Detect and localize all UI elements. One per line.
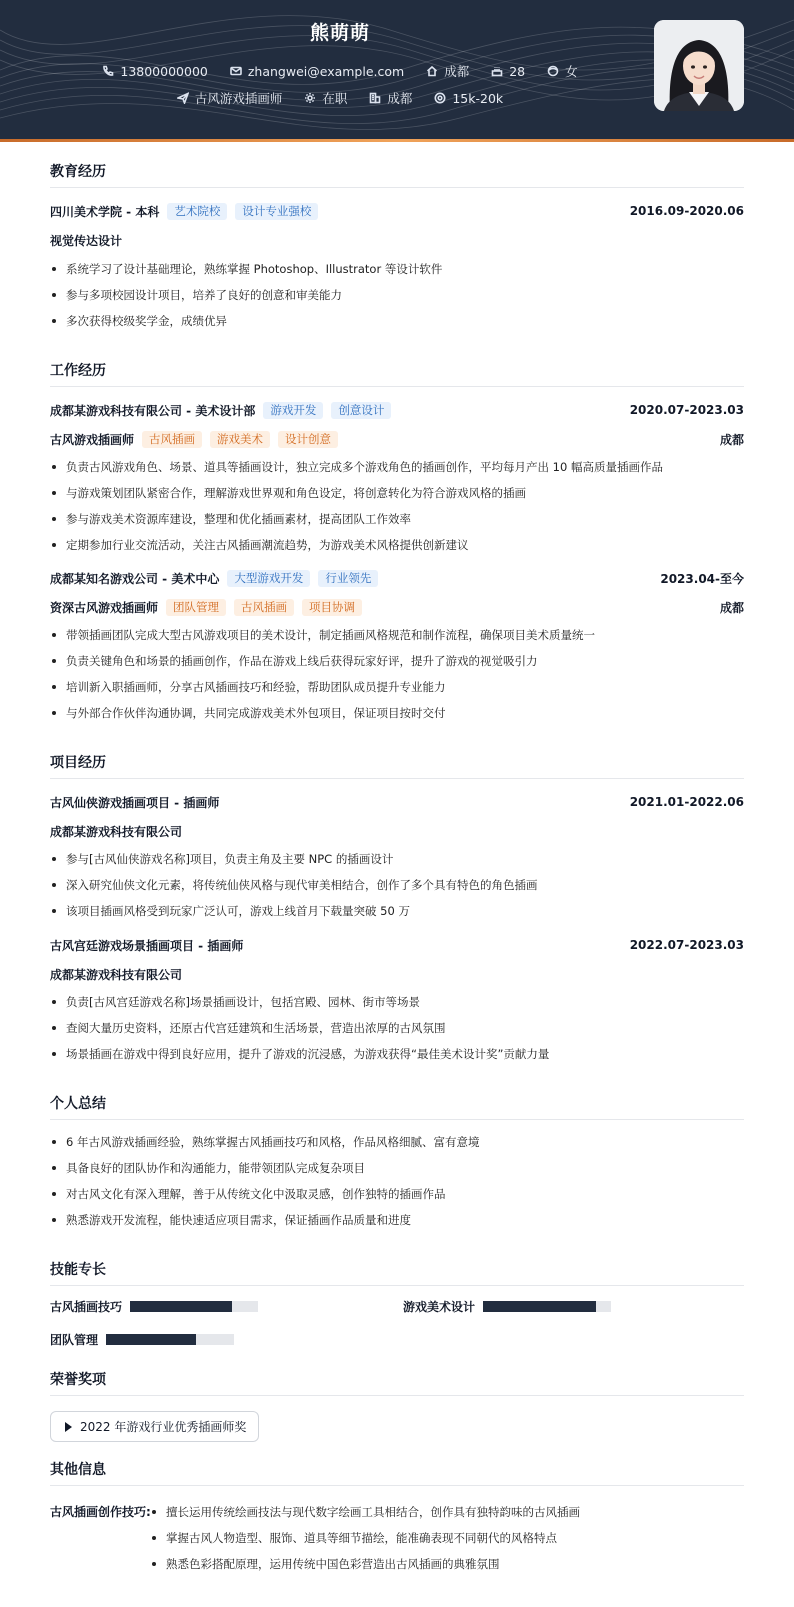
project-header-row (50, 792, 744, 812)
job-role: 古风游戏插画师 (50, 432, 135, 447)
building-icon (369, 92, 381, 104)
list-item: 负责关键角色和场景的插画创作，作品在游戏上线后获得玩家好评，提升了游戏的视觉吸引力 (50, 648, 744, 674)
email-text: zhangwei@example.com (247, 63, 405, 79)
list-item: 熟悉游戏开发流程，能快速适应项目需求，保证插画作品质量和进度 (50, 1207, 744, 1233)
section-title: 技能专长 (50, 1259, 744, 1286)
gender-icon (547, 65, 559, 77)
status-text: 在职 (322, 91, 348, 106)
skill-bar (106, 1334, 234, 1345)
project-company: 成都某游戏科技有限公司 (50, 967, 183, 982)
skill-item (403, 1298, 611, 1315)
list-item: 负责古风游戏角色、场景、道具等插画设计，独立完成多个游戏角色的插画创作，平均每月产出 10 幅高质量插画作品 (50, 454, 744, 480)
gender-item (547, 62, 578, 80)
age-text: 28 (509, 63, 526, 79)
education-date: 2016.09-2020.06 (629, 204, 744, 218)
role-tag: 古风插画 (142, 431, 202, 448)
status-item (304, 89, 347, 107)
project-date: 2021.01-2022.06 (629, 795, 744, 809)
location-item (426, 62, 469, 80)
role-tag: 游戏美术 (210, 431, 270, 448)
home-icon (426, 65, 438, 77)
skill-bar (483, 1301, 611, 1312)
list-item: 培训新入职插画师，分享古风插画技巧和经验，帮助团队成员提升专业能力 (50, 674, 744, 700)
skill-name: 游戏美术设计 (403, 1300, 476, 1314)
summary-bullets (50, 1129, 744, 1233)
list-item: 参与游戏美术资源库建设，整理和优化插画素材，提高团队工作效率 (50, 506, 744, 532)
phone-text: 13800000000 (120, 63, 208, 79)
resume-header (0, 0, 794, 142)
job-role-row (50, 597, 744, 617)
resume-content (50, 142, 744, 1577)
list-item: 参与多项校园设计项目，培养了良好的创意和审美能力 (50, 282, 744, 308)
phone-icon (102, 65, 114, 77)
company-tag: 行业领先 (318, 570, 378, 587)
education-header-row (50, 201, 744, 221)
mail-icon (230, 65, 242, 77)
skills-section (50, 1259, 744, 1365)
age-icon (491, 65, 503, 77)
role-tag: 项目协调 (302, 599, 362, 616)
section-title: 教育经历 (50, 161, 744, 188)
skill-bar (130, 1301, 258, 1312)
list-item: 对古风文化有深入理解，善于从传统文化中汲取灵感，创作独特的插画作品 (50, 1181, 744, 1207)
position-item (177, 89, 283, 107)
school-name: 四川美术学院 - 本科 (50, 204, 160, 219)
job-role: 资深古风游戏插画师 (50, 600, 159, 615)
award-text: 2022 年游戏行业优秀插画师奖 (80, 1420, 247, 1434)
job-role-row (50, 429, 744, 449)
company-tag: 创意设计 (331, 402, 391, 419)
salary-icon (434, 92, 446, 104)
other-info-row (50, 1499, 744, 1577)
award-item[interactable] (50, 1411, 259, 1442)
company-tag: 游戏开发 (263, 402, 323, 419)
list-item: 场景插画在游戏中得到良好应用，提升了游戏的沉浸感，为游戏获得“最佳美术设计奖”贡献力量 (50, 1041, 744, 1067)
section-title: 工作经历 (50, 360, 744, 387)
work-city-item (369, 89, 412, 107)
company-name: 成都某知名游戏公司 - 美术中心 (50, 571, 220, 586)
status-icon (304, 92, 316, 104)
list-item: 负责[古风宫廷游戏名称]场景插画设计，包括宫殿、园林、街市等场景 (50, 989, 744, 1015)
list-item: 带领插画团队完成大型古风游戏项目的美术设计，制定插画风格规范和制作流程，确保项目美术质量统一 (50, 622, 744, 648)
job-bullets (50, 454, 744, 558)
section-title: 其他信息 (50, 1459, 744, 1486)
school-tag: 设计专业强校 (235, 203, 318, 220)
job-header-row (50, 568, 744, 588)
skill-bar-fill (130, 1301, 232, 1312)
list-item: 多次获得校级奖学金，成绩优异 (50, 308, 744, 334)
age-item (491, 64, 525, 79)
job-header-row (50, 400, 744, 420)
skill-name: 古风插画技巧 (50, 1300, 123, 1314)
role-tag: 团队管理 (166, 599, 226, 616)
project-bullets (50, 989, 744, 1067)
project-company: 成都某游戏科技有限公司 (50, 824, 183, 839)
email-item (230, 64, 404, 79)
list-item: 定期参加行业交流活动，关注古风插画潮流趋势，为游戏美术风格提供创新建议 (50, 532, 744, 558)
company-tag: 大型游戏开发 (227, 570, 310, 587)
list-item: 该项目插画风格受到玩家广泛认可，游戏上线首月下载量突破 50 万 (50, 898, 744, 924)
job-date: 2020.07-2023.03 (629, 403, 744, 417)
company-name: 成都某游戏科技有限公司 - 美术设计部 (50, 403, 256, 418)
list-item: 深入研究仙侠文化元素，将传统仙侠风格与现代审美相结合，创作了多个具有特色的角色插画 (50, 872, 744, 898)
list-item: 6 年古风游戏插画经验，熟练掌握古风插画技巧和风格，作品风格细腻、富有意境 (50, 1129, 744, 1155)
job-city: 成都 (719, 600, 744, 615)
triangle-icon (65, 1422, 72, 1432)
education-bullets (50, 256, 744, 334)
role-tag: 设计创意 (278, 431, 338, 448)
job-city: 成都 (719, 432, 744, 447)
salary-item (434, 91, 503, 106)
profile-photo (654, 20, 744, 111)
role-tag: 古风插画 (234, 599, 294, 616)
job-bullets (50, 622, 744, 726)
list-item: 与游戏策划团队紧密合作，理解游戏世界观和角色设定，将创意转化为符合游戏风格的插画 (50, 480, 744, 506)
other-label: 古风插画创作技巧: (50, 1505, 151, 1519)
job-intent-row (0, 89, 680, 107)
project-header-row (50, 935, 744, 955)
skill-bar-fill (106, 1334, 196, 1345)
list-item: 参与[古风仙侠游戏名称]项目，负责主角及主要 NPC 的插画设计 (50, 846, 744, 872)
skill-item (50, 1298, 258, 1315)
list-item: 具备良好的团队协作和沟通能力，能带领团队完成复杂项目 (50, 1155, 744, 1181)
phone-item (102, 64, 207, 79)
other-section (50, 1459, 744, 1577)
job-date: 2023.04-至今 (660, 571, 744, 586)
candidate-name: 熊萌萌 (309, 22, 370, 44)
list-item: 系统学习了设计基础理论，熟练掌握 Photoshop、Illustrator 等设计软件 (50, 256, 744, 282)
work-section (50, 360, 744, 726)
project-bullets (50, 846, 744, 924)
project-date: 2022.07-2023.03 (629, 938, 744, 952)
education-section (50, 161, 744, 334)
project-name: 古风仙侠游戏插画项目 - 插画师 (50, 795, 220, 810)
section-title: 个人总结 (50, 1093, 744, 1120)
school-tag: 艺术院校 (167, 203, 227, 220)
list-item: 掌握古风人物造型、服饰、道具等细节描绘，能准确表现不同朝代的风格特点 (150, 1525, 580, 1551)
project-name: 古风宫廷游戏场景插画项目 - 插画师 (50, 938, 244, 953)
salary-text: 15k-20k (452, 90, 504, 106)
work-city-text: 成都 (387, 91, 413, 106)
list-item: 擅长运用传统绘画技法与现代数字绘画工具相结合，创作具有独特韵味的古风插画 (150, 1499, 580, 1525)
location-text: 成都 (444, 64, 470, 79)
other-bullets (150, 1499, 580, 1577)
contact-row (0, 62, 680, 80)
send-icon (177, 92, 189, 104)
skill-bar-fill (483, 1301, 596, 1312)
skill-item (50, 1331, 234, 1348)
list-item: 熟悉色彩搭配原理，运用传统中国色彩营造出古风插画的典雅氛围 (150, 1551, 580, 1577)
awards-section (50, 1369, 744, 1442)
major: 视觉传达设计 (50, 233, 123, 248)
position-text: 古风游戏插画师 (194, 91, 283, 106)
summary-section (50, 1093, 744, 1233)
list-item: 查阅大量历史资料，还原古代宫廷建筑和生活场景，营造出浓厚的古风氛围 (50, 1015, 744, 1041)
section-title: 荣誉奖项 (50, 1369, 744, 1396)
projects-section (50, 752, 744, 1067)
section-title: 项目经历 (50, 752, 744, 779)
skill-name: 团队管理 (50, 1333, 99, 1347)
list-item: 与外部合作伙伴沟通协调，共同完成游戏美术外包项目，保证项目按时交付 (50, 700, 744, 726)
gender-text: 女 (565, 64, 578, 79)
